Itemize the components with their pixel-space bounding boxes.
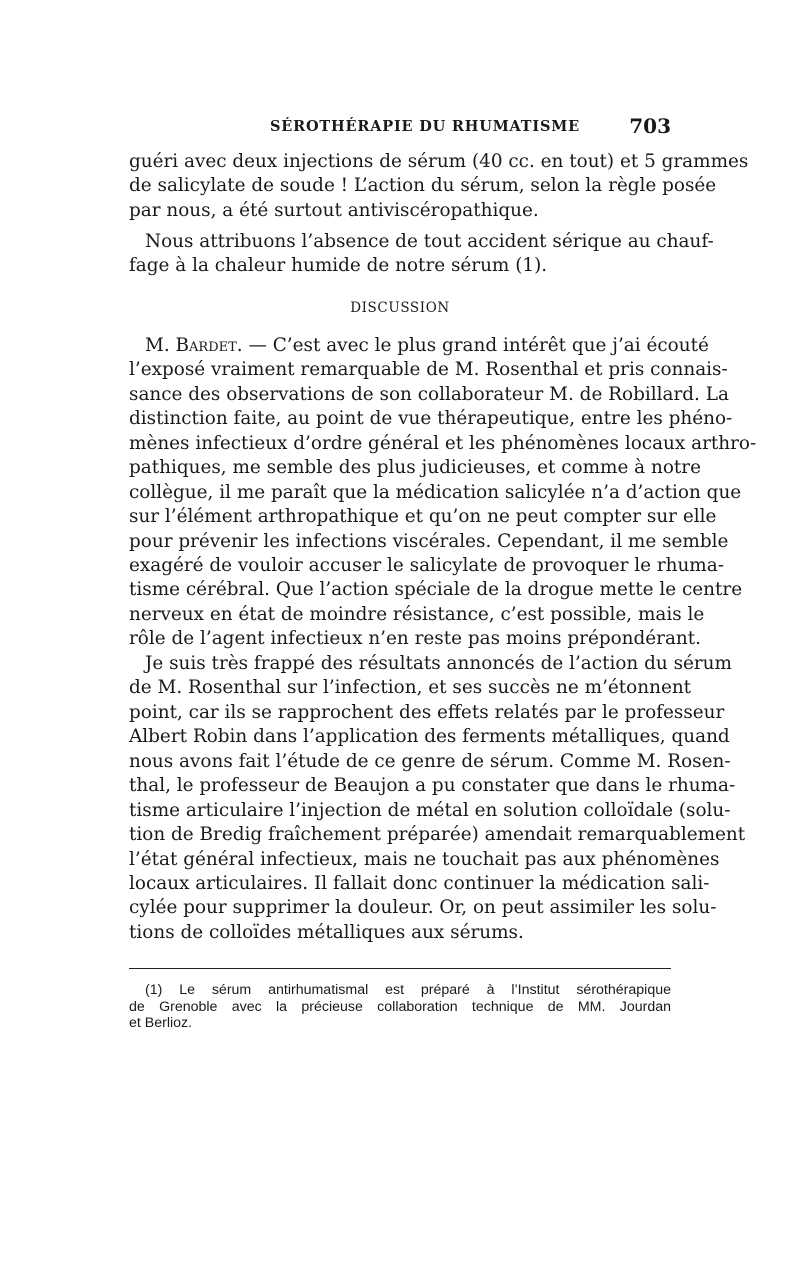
text-line: tisme articulaire l’injection de métal en solution colloïdale (solu- [129,799,731,821]
text-line: distinction faite, au point de vue thérapeutique, entre les phéno- [129,408,733,430]
footnote-line: (1) Le sérum antirhumatismal est préparé à l’Institut sérothérapique [145,982,671,998]
text-line: de salicylate de soude ! L’action du sérum, selon la règle posée [129,175,717,197]
text-line: collègue, il me paraît que la médication salicylée n’a d’action que [129,481,742,503]
paragraph-2 [129,230,714,279]
text-line: tion de Bredig fraîchement préparée) amendait remarquablement [129,824,746,846]
footnote-line: de Grenoble avec la précieuse collaboration technique de MM. Jourdan [129,998,671,1015]
running-title: SÉROTHÉRAPIE DU RHUMATISME [270,118,580,135]
text-line: exagéré de vouloir accuser le salicylate de provoquer le rhuma- [129,554,724,576]
footnote-rule [129,968,671,969]
text-line: mènes infectieux d’ordre général et les phénomènes locaux arthro- [129,432,757,454]
text-line: sur l’élément arthropathique et qu’on ne peut compter sur elle [129,506,717,528]
footnote [129,982,671,1032]
book-page [129,0,757,1262]
text-line: guéri avec deux injections de sérum (40 cc. en tout) et 5 grammes [129,151,749,172]
text-line: point, car ils se rapprochent des effets relatés par le professeur [129,701,725,723]
text-line: thal, le professeur de Beaujon a pu constater que dans le rhuma- [129,775,736,797]
page-number: 703 [629,114,671,138]
paragraph-discussion-bardet [129,334,757,652]
footnote-line: et Berlioz. [129,1015,193,1032]
text-line: locaux articulaires. Il fallait donc continuer la médication sali- [129,872,710,894]
text-line: cylée pour supprimer la douleur. Or, on peut assimiler les solu- [129,897,717,919]
paragraph-1 [129,150,749,223]
text-line-first [129,334,709,358]
text-line: sance des observations de son collaborateur M. de Robillard. La [129,383,729,405]
text-line: nous avons fait l’étude de ce genre de sérum. Comme M. Rosen- [129,750,731,772]
text-line: de M. Rosenthal sur l’infection, et ses succès ne m’étonnent [129,677,692,699]
text-line: Nous attribuons l’absence de tout accident sérique au chauf- [145,231,714,252]
text-line: l’exposé vraiment remarquable de M. Rosenthal et pris connais- [129,359,728,381]
text-line: par nous, a été surtout antiviscéropathique. [129,199,539,221]
text-line: Je suis très frappé des résultats annoncés de l’action du sérum [145,653,732,674]
text-line: l’état général infectieux, mais ne touchait pas aux phénomènes [129,848,720,870]
text-line: fage à la chaleur humide de notre sérum (1). [129,255,548,277]
paragraph-4 [129,652,746,945]
running-head [129,116,671,142]
text-line: tions de colloïdes métalliques aux sérums. [129,921,524,943]
text-line: rôle de l’agent infectieux n’en reste pas moins prépondérant. [129,628,702,650]
section-heading: DISCUSSION [350,300,450,316]
text-line: pathiques, me semble des plus judicieuses, et comme à notre [129,457,701,479]
text-line: Albert Robin dans l’application des ferments métalliques, quand [129,726,730,748]
text-line: pour prévenir les infections viscérales. Cependant, il me semble [129,530,729,552]
text-line: nerveux en état de moindre résistance, c’est possible, mais le [129,603,705,625]
speaker-name: M. Bardet. [145,335,243,356]
text-line: tisme cérébral. Que l’action spéciale de la drogue mette le centre [129,579,743,601]
speech-start: — C’est avec le plus grand intérêt que j’ai écouté [242,335,709,356]
